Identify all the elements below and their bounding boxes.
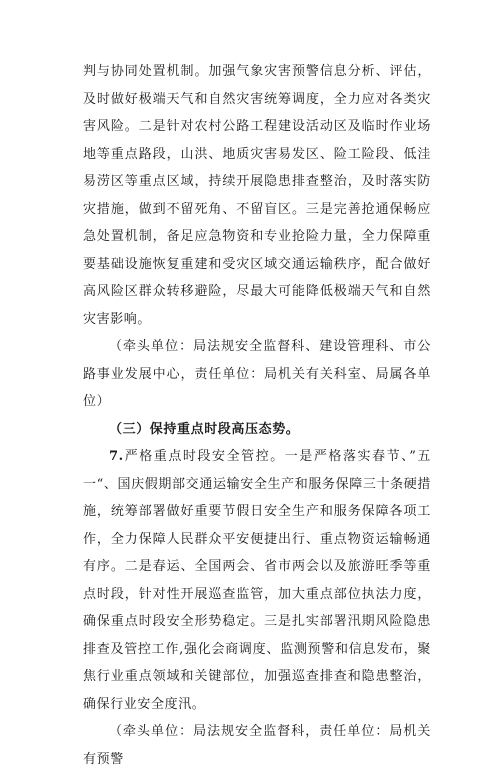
item-7-text: 严格重点时段安全管控。一是严格落实春节、”五一“、国庆假期部交通运输安全生产和服务保障三十条硬措施，统筹部署做好重要节假日安全生产和服务保障各项工作，全力保障人民群众平安便捷出行、重点物资运输畅通有序。二是春运、全国两会、省市两会以及旅游旺季等重点时段，针对性开展巡查监管，加大重点部位执法力度，确保重点时段安全形势稳定。三是扎实部署汛期风险隐患排查及管控工作,强化会商调度、监测预警和信息发布，聚焦行业重点领域和关键部位，加强巡查排查和隐患整治，确保行业安全度汛。: [83, 449, 431, 712]
item-7-number: 7.: [109, 449, 124, 464]
section-heading: （三）保持重点时段高压态势。: [109, 421, 300, 437]
document-body: [83, 58, 431, 773]
paragraph-continuation: 判与协同处置机制。加强气象灾害预警信息分析、评估，及时做好极端天气和自然灾害统筹调度，全力应对各类灾害风险。二是针对农村公路工程建设活动区及临时作业场地等重点路段，山洪、地质灾害易发区、险工险段、低洼易涝区等重点区域，持续开展隐患排查整治，及时落实防灾措施，做到不留死角、不留盲区。三是完善抢通保畅应急处置机制，备足应急物资和专业抢险力量，全力保障重要基础设施恢复重建和受灾区域交通运输秩序，配合做好高风险区群众转移避险，尽最大可能降低极端天气和自然灾害影响。: [83, 64, 431, 327]
item-7-paragraph: [83, 443, 431, 718]
responsibility-note-1: （牵头单位：局法规安全监督科、建设管理科、市公路事业发展中心，责任单位：局机关有关科室、局属各单位）: [83, 339, 431, 409]
responsibility-note-2: （牵头单位：局法规安全监督科，责任单位：局机关有预警: [83, 724, 431, 767]
